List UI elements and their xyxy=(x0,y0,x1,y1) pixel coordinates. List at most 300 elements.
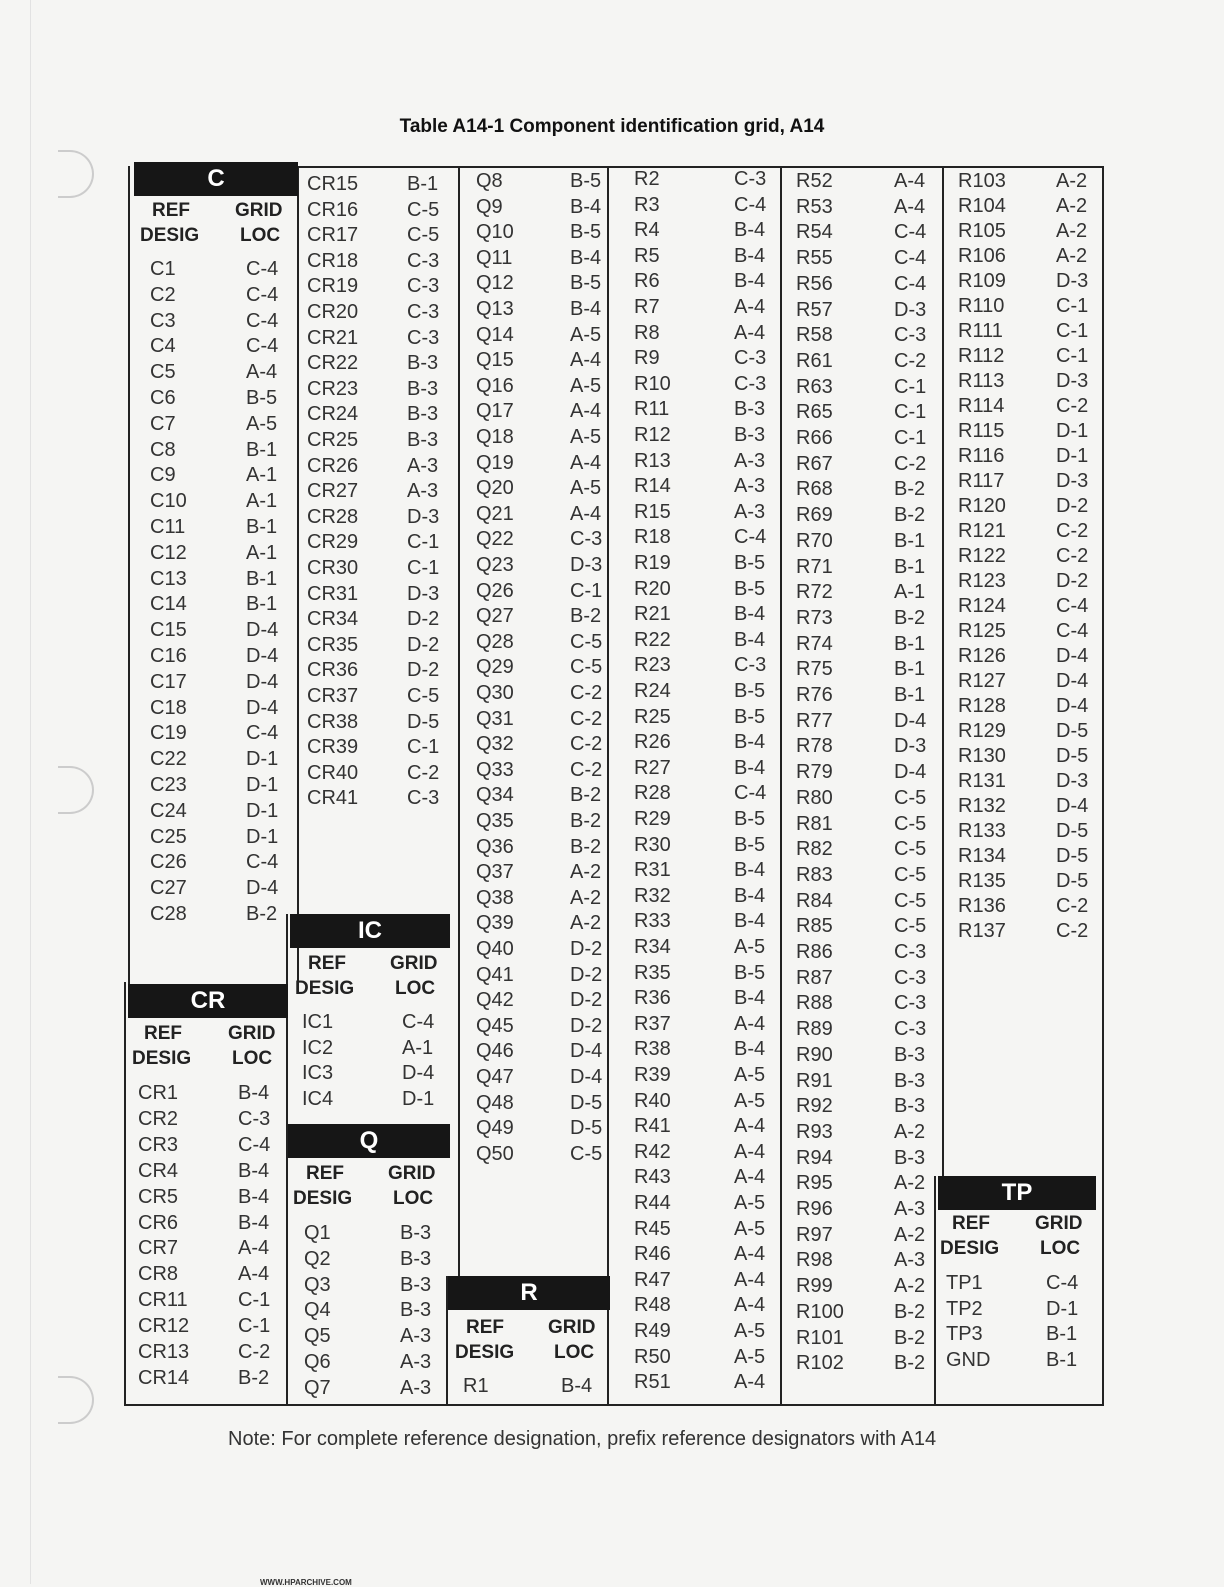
table-row xyxy=(796,1093,934,1119)
ref-designator: R63 xyxy=(796,375,833,398)
grid-location: D-4 xyxy=(402,1062,435,1084)
ref-designator: R37 xyxy=(634,1012,671,1035)
grid-location: A-2 xyxy=(894,1223,926,1246)
table-row xyxy=(958,218,1096,244)
grid-location: A-3 xyxy=(400,1376,432,1399)
ref-designator: CR21 xyxy=(307,326,359,349)
table-row xyxy=(634,960,774,986)
ref-designator: CR36 xyxy=(307,659,359,682)
grid-location: B-1 xyxy=(894,658,926,681)
ref-designator: IC2 xyxy=(302,1036,334,1059)
grid-location: A-1 xyxy=(246,464,278,487)
ref-designator: R6 xyxy=(634,270,660,293)
grid-location: B-2 xyxy=(894,504,926,527)
ref-designator: Q35 xyxy=(476,810,514,832)
table-row xyxy=(150,746,286,772)
ref-designator: C23 xyxy=(150,774,187,796)
table-row xyxy=(476,501,610,527)
table-row xyxy=(796,554,934,580)
grid-location: C-1 xyxy=(894,427,927,449)
ref-designator: R45 xyxy=(634,1217,671,1240)
grid-location: B-2 xyxy=(238,1366,270,1389)
grid-location: A-3 xyxy=(734,449,766,472)
grid-location: B-2 xyxy=(570,605,602,628)
grid-location: C-5 xyxy=(407,224,440,247)
ref-designator: R33 xyxy=(634,910,671,933)
table-row xyxy=(476,168,610,194)
ref-designator: CR15 xyxy=(307,173,359,195)
ref-designator: R21 xyxy=(634,603,671,626)
ref-designator: C28 xyxy=(150,903,187,925)
table-row xyxy=(958,793,1096,819)
grid-location: C-5 xyxy=(570,656,603,679)
grid-location: D-5 xyxy=(407,710,440,733)
table-row xyxy=(796,1325,934,1351)
grid-location: A-3 xyxy=(894,1249,926,1272)
ref-designator: R69 xyxy=(796,504,833,527)
table-row xyxy=(138,1210,278,1236)
grid-header-q: GRID xyxy=(388,1163,436,1184)
table-row xyxy=(150,256,286,282)
ref-designator: CR5 xyxy=(138,1185,179,1208)
ref-designator: R92 xyxy=(796,1095,833,1118)
table-row xyxy=(796,374,934,400)
table-row xyxy=(476,450,610,476)
grid-location: C-3 xyxy=(894,941,927,963)
grid-location: D-2 xyxy=(570,938,603,960)
grid-location: D-5 xyxy=(570,1117,603,1140)
table-row xyxy=(796,1273,934,1299)
ref-designator: R54 xyxy=(796,221,833,244)
grid-location: B-3 xyxy=(894,1069,926,1092)
table-row xyxy=(958,768,1096,794)
grid-location: B-4 xyxy=(734,1038,766,1061)
table-row xyxy=(476,987,610,1013)
ref-designator: R11 xyxy=(634,398,670,421)
grid-location: B-3 xyxy=(400,1222,432,1244)
ref-designator: R86 xyxy=(796,941,833,963)
ref-designator: CR31 xyxy=(307,582,359,605)
ref-designator: R4 xyxy=(634,219,660,242)
table-row xyxy=(634,1344,774,1370)
grid-location: B-2 xyxy=(894,1300,926,1323)
grid-location: A-5 xyxy=(570,374,602,397)
ref-designator: Q46 xyxy=(476,1040,514,1063)
table-row xyxy=(796,939,934,965)
col-line-6a xyxy=(942,166,944,1178)
table-row xyxy=(634,985,774,1011)
ref-designator: CR28 xyxy=(307,505,359,528)
ref-designator: C13 xyxy=(150,567,187,590)
ref-designator: R49 xyxy=(634,1320,671,1342)
ref-designator: R111 xyxy=(958,320,1003,342)
grid-location: D-3 xyxy=(570,554,603,576)
table-row xyxy=(304,1297,440,1323)
grid-location: B-5 xyxy=(734,808,766,830)
table-row xyxy=(634,1190,774,1216)
table-row xyxy=(958,668,1096,694)
ref-designator: R31 xyxy=(634,859,671,882)
table-row xyxy=(476,808,610,834)
ref-designator: CR27 xyxy=(307,480,359,503)
table-row xyxy=(150,359,286,385)
grid-location: C-5 xyxy=(407,685,440,707)
grid-location: D-2 xyxy=(1056,570,1089,592)
table-row xyxy=(476,398,610,424)
grid-location: A-3 xyxy=(407,454,439,477)
desig-header-cr: DESIG xyxy=(132,1048,192,1069)
ref-designator: C26 xyxy=(150,851,187,874)
table-row xyxy=(307,760,447,786)
grid-location: D-1 xyxy=(246,774,279,796)
grid-location: C-2 xyxy=(570,758,603,781)
ref-designator: R127 xyxy=(958,670,1006,692)
table-row xyxy=(796,836,934,862)
grid-location: C-1 xyxy=(1056,345,1089,367)
ref-designator: Q17 xyxy=(476,400,514,423)
ref-designator: CR40 xyxy=(307,761,359,784)
grid-location: C-1 xyxy=(894,375,927,398)
grid-location: A-4 xyxy=(734,1294,766,1317)
ref-designator: Q29 xyxy=(476,656,514,679)
table-row xyxy=(796,1247,934,1273)
grid-location: C-5 xyxy=(570,1142,603,1165)
grid-location: C-4 xyxy=(246,335,279,358)
ref-designator: R88 xyxy=(796,992,833,1015)
grid-location: D-4 xyxy=(1056,695,1089,717)
table-row xyxy=(634,371,774,397)
punch-hole-top xyxy=(58,150,94,198)
table-row xyxy=(307,529,447,555)
ref-designator: R30 xyxy=(634,833,671,856)
ref-designator: R84 xyxy=(796,889,833,912)
ref-designator: R116 xyxy=(958,445,1005,467)
ref-designator: Q42 xyxy=(476,989,514,1012)
grid-location: B-4 xyxy=(570,246,602,269)
grid-location: D-1 xyxy=(246,748,279,771)
grid-location: B-4 xyxy=(570,195,602,218)
table-row xyxy=(476,629,610,655)
ref-designator: Q34 xyxy=(476,784,514,807)
table-row xyxy=(796,245,934,271)
ref-designator: R67 xyxy=(796,452,833,475)
ref-designator: GND xyxy=(946,1348,991,1371)
grid-location: B-3 xyxy=(734,398,766,421)
ref-designator: R24 xyxy=(634,680,671,702)
table-row xyxy=(307,504,447,530)
table-row xyxy=(307,299,447,325)
ref-designator: Q19 xyxy=(476,451,514,474)
ref-designator: CR23 xyxy=(307,377,359,400)
ref-designator: R14 xyxy=(634,475,671,498)
ref-designator: R41 xyxy=(634,1115,671,1138)
table-row xyxy=(307,222,447,248)
ref-designator: CR13 xyxy=(138,1341,190,1363)
ref-designator: C8 xyxy=(150,438,176,461)
ref-designator: C19 xyxy=(150,722,187,745)
table-row xyxy=(796,1119,934,1145)
grid-location: B-4 xyxy=(734,756,766,779)
ref-designator: R90 xyxy=(796,1043,833,1066)
grid-location: B-2 xyxy=(246,903,278,925)
table-row xyxy=(476,680,610,706)
grid-location: B-4 xyxy=(734,628,766,651)
ref-designator: Q32 xyxy=(476,733,514,756)
grid-location: D-1 xyxy=(246,799,279,822)
grid-location: C-1 xyxy=(238,1289,271,1312)
ref-designator: R123 xyxy=(958,570,1006,592)
table-row xyxy=(634,1318,774,1344)
table-row xyxy=(634,908,774,934)
grid-location: C-3 xyxy=(734,654,767,677)
table-row xyxy=(138,1080,278,1106)
ref-designator: Q12 xyxy=(476,272,514,295)
table-row xyxy=(307,171,447,197)
ref-designator: Q4 xyxy=(304,1299,331,1322)
grid-location: C-4 xyxy=(238,1133,271,1156)
table-row xyxy=(796,194,934,220)
table-row xyxy=(150,540,286,566)
ref-designator: CR26 xyxy=(307,454,359,477)
ref-designator: C2 xyxy=(150,283,176,306)
table-row xyxy=(304,1272,440,1298)
grid-location: C-4 xyxy=(1046,1272,1079,1294)
grid-location: A-5 xyxy=(734,1345,766,1368)
grid-location: B-1 xyxy=(246,593,278,616)
ref-designator: R81 xyxy=(796,812,833,835)
table-row xyxy=(476,757,610,783)
table-row xyxy=(634,550,774,576)
table-row xyxy=(634,601,774,627)
grid-location: C-4 xyxy=(402,1011,435,1033)
grid-location: D-1 xyxy=(1056,420,1089,442)
grid-location: D-4 xyxy=(246,877,279,900)
table-row xyxy=(634,729,774,755)
grid-location: C-5 xyxy=(894,786,927,809)
table-row xyxy=(307,581,447,607)
grid-location: B-5 xyxy=(734,705,766,728)
grid-location: C-2 xyxy=(1056,545,1089,567)
ref-designator: Q47 xyxy=(476,1066,514,1088)
ref-designator: R112 xyxy=(958,345,1005,367)
table-row xyxy=(958,293,1096,319)
grid-location: C-1 xyxy=(238,1315,271,1338)
grid-location: A-5 xyxy=(734,1064,766,1086)
grid-location: D-4 xyxy=(246,619,279,642)
grid-location: D-2 xyxy=(570,989,603,1012)
grid-location: A-2 xyxy=(1056,220,1088,242)
table-row xyxy=(796,399,934,425)
ref-designator: C15 xyxy=(150,619,187,642)
table-row xyxy=(476,731,610,757)
grid-location: C-4 xyxy=(246,851,279,874)
grid-location: A-5 xyxy=(570,323,602,346)
footnote: Note: For complete reference designation, prefix reference designators with A14 xyxy=(228,1428,937,1450)
grid-location: A-4 xyxy=(246,361,278,384)
table-row xyxy=(138,1365,278,1391)
grid-location: B-1 xyxy=(246,567,278,590)
ref-designator: C11 xyxy=(150,516,186,538)
ref-designator: C3 xyxy=(150,309,176,332)
table-row xyxy=(634,1011,774,1037)
table-row xyxy=(307,478,447,504)
ref-designator: C5 xyxy=(150,361,176,384)
ref-designator: R113 xyxy=(958,370,1005,392)
table-row xyxy=(302,1060,442,1086)
ref-designator: R105 xyxy=(958,220,1006,242)
ref-designator: R13 xyxy=(634,449,671,472)
table-row xyxy=(150,695,286,721)
grid-location: D-2 xyxy=(570,963,603,986)
ref-designator: R50 xyxy=(634,1345,671,1368)
grid-location: C-5 xyxy=(570,630,603,653)
table-row xyxy=(304,1323,440,1349)
ref-header-r: REF xyxy=(466,1317,504,1338)
table-row xyxy=(958,443,1096,469)
ref-designator: Q39 xyxy=(476,912,514,935)
ref-designator: R121 xyxy=(958,520,1006,542)
table-row xyxy=(302,1086,442,1112)
table-row xyxy=(476,373,610,399)
ref-designator: R66 xyxy=(796,427,833,449)
grid-location: A-4 xyxy=(734,1115,766,1138)
table-row xyxy=(150,669,286,695)
ref-designator: CR4 xyxy=(138,1159,179,1182)
grid-location: D-3 xyxy=(1056,470,1089,492)
grid-location: A-4 xyxy=(570,502,602,525)
table-row xyxy=(634,1113,774,1139)
ref-designator: R40 xyxy=(634,1089,671,1112)
table-row xyxy=(634,1164,774,1190)
ref-designator: Q26 xyxy=(476,579,514,602)
table-row xyxy=(307,273,447,299)
grid-location: D-4 xyxy=(1056,645,1089,667)
ref-designator: IC4 xyxy=(302,1087,334,1110)
grid-location: A-4 xyxy=(734,1243,766,1266)
ref-designator: Q7 xyxy=(304,1376,331,1399)
table-row xyxy=(304,1220,440,1246)
table-row xyxy=(307,683,447,709)
grid-location: B-3 xyxy=(400,1247,432,1270)
ref-designator: CR12 xyxy=(138,1315,190,1338)
grid-location: C-1 xyxy=(570,579,603,602)
ref-designator: R103 xyxy=(958,170,1006,192)
table-row xyxy=(476,552,610,578)
table-row xyxy=(150,772,286,798)
ref-designator: R7 xyxy=(634,296,660,318)
grid-location: B-5 xyxy=(734,680,766,702)
grid-location: A-5 xyxy=(570,477,602,500)
ref-designator: R115 xyxy=(958,420,1005,442)
grid-location: D-4 xyxy=(894,761,927,784)
table-row xyxy=(796,528,934,554)
table-row xyxy=(307,734,447,760)
ref-designator: R71 xyxy=(796,555,833,578)
ref-header-cr: REF xyxy=(144,1023,182,1044)
ref-designator: R44 xyxy=(634,1192,671,1214)
ref-designator: CR20 xyxy=(307,301,359,323)
table-row xyxy=(958,393,1096,419)
ref-designator: CR7 xyxy=(138,1237,179,1260)
grid-location: D-4 xyxy=(570,1066,603,1088)
ref-designator: R15 xyxy=(634,500,671,523)
grid-location: D-5 xyxy=(1056,720,1089,742)
ref-designator: C12 xyxy=(150,541,187,564)
table-row xyxy=(634,422,774,448)
grid-location: C-4 xyxy=(734,782,767,805)
grid-location: B-3 xyxy=(894,1095,926,1118)
section-header-cr: CR xyxy=(128,984,288,1018)
table-row xyxy=(958,818,1096,844)
table-row xyxy=(150,875,286,901)
grid-location: A-2 xyxy=(1056,245,1088,267)
table-row xyxy=(476,194,610,220)
grid-location: D-5 xyxy=(570,1091,603,1114)
col-line-1a xyxy=(128,166,130,986)
ref-designator: C4 xyxy=(150,335,176,358)
grid-location: B-5 xyxy=(246,387,278,409)
table-row xyxy=(463,1373,601,1399)
grid-location: A-3 xyxy=(894,1198,926,1220)
table-row xyxy=(150,462,286,488)
grid-location: B-4 xyxy=(734,859,766,882)
grid-location: C-3 xyxy=(734,347,767,370)
grid-location: D-5 xyxy=(1056,820,1089,842)
grid-location: B-4 xyxy=(561,1375,593,1397)
grid-location: C-2 xyxy=(407,761,440,784)
grid-location: C-2 xyxy=(1056,920,1089,942)
grid-location: B-3 xyxy=(407,377,439,400)
table-row xyxy=(304,1349,440,1375)
ref-designator: R19 xyxy=(634,552,671,574)
ref-designator: C10 xyxy=(150,490,187,513)
table-row xyxy=(476,424,610,450)
punch-hole-middle xyxy=(58,766,94,814)
table-row xyxy=(796,1350,934,1376)
table-row xyxy=(138,1287,278,1313)
grid-location: B-4 xyxy=(238,1159,270,1182)
table-row xyxy=(150,798,286,824)
grid-location: B-2 xyxy=(570,784,602,807)
ref-designator: Q3 xyxy=(304,1273,331,1296)
table-row xyxy=(634,678,774,704)
grid-location: B-4 xyxy=(734,910,766,933)
ref-designator: R36 xyxy=(634,987,671,1010)
table-row xyxy=(796,1016,934,1042)
ref-designator: Q36 xyxy=(476,835,514,858)
grid-location: A-5 xyxy=(734,1192,766,1214)
table-row xyxy=(476,526,610,552)
grid-location: A-3 xyxy=(400,1351,432,1373)
table-row xyxy=(958,718,1096,744)
table-row xyxy=(958,493,1096,519)
grid-location: B-1 xyxy=(894,529,926,552)
ref-designator: CR17 xyxy=(307,224,359,247)
ref-designator: Q13 xyxy=(476,298,514,320)
ref-designator: R20 xyxy=(634,577,671,600)
table-row xyxy=(476,245,610,271)
grid-location: C-2 xyxy=(894,349,927,372)
table-row xyxy=(796,425,934,451)
ref-designator: R117 xyxy=(958,470,1005,492)
grid-location: C-1 xyxy=(407,557,440,579)
grid-location: B-4 xyxy=(238,1211,270,1234)
grid-location: B-1 xyxy=(894,555,926,578)
table-row xyxy=(796,785,934,811)
ref-designator: Q20 xyxy=(476,477,514,500)
grid-location: B-2 xyxy=(894,478,926,501)
ref-designator: Q48 xyxy=(476,1091,514,1114)
